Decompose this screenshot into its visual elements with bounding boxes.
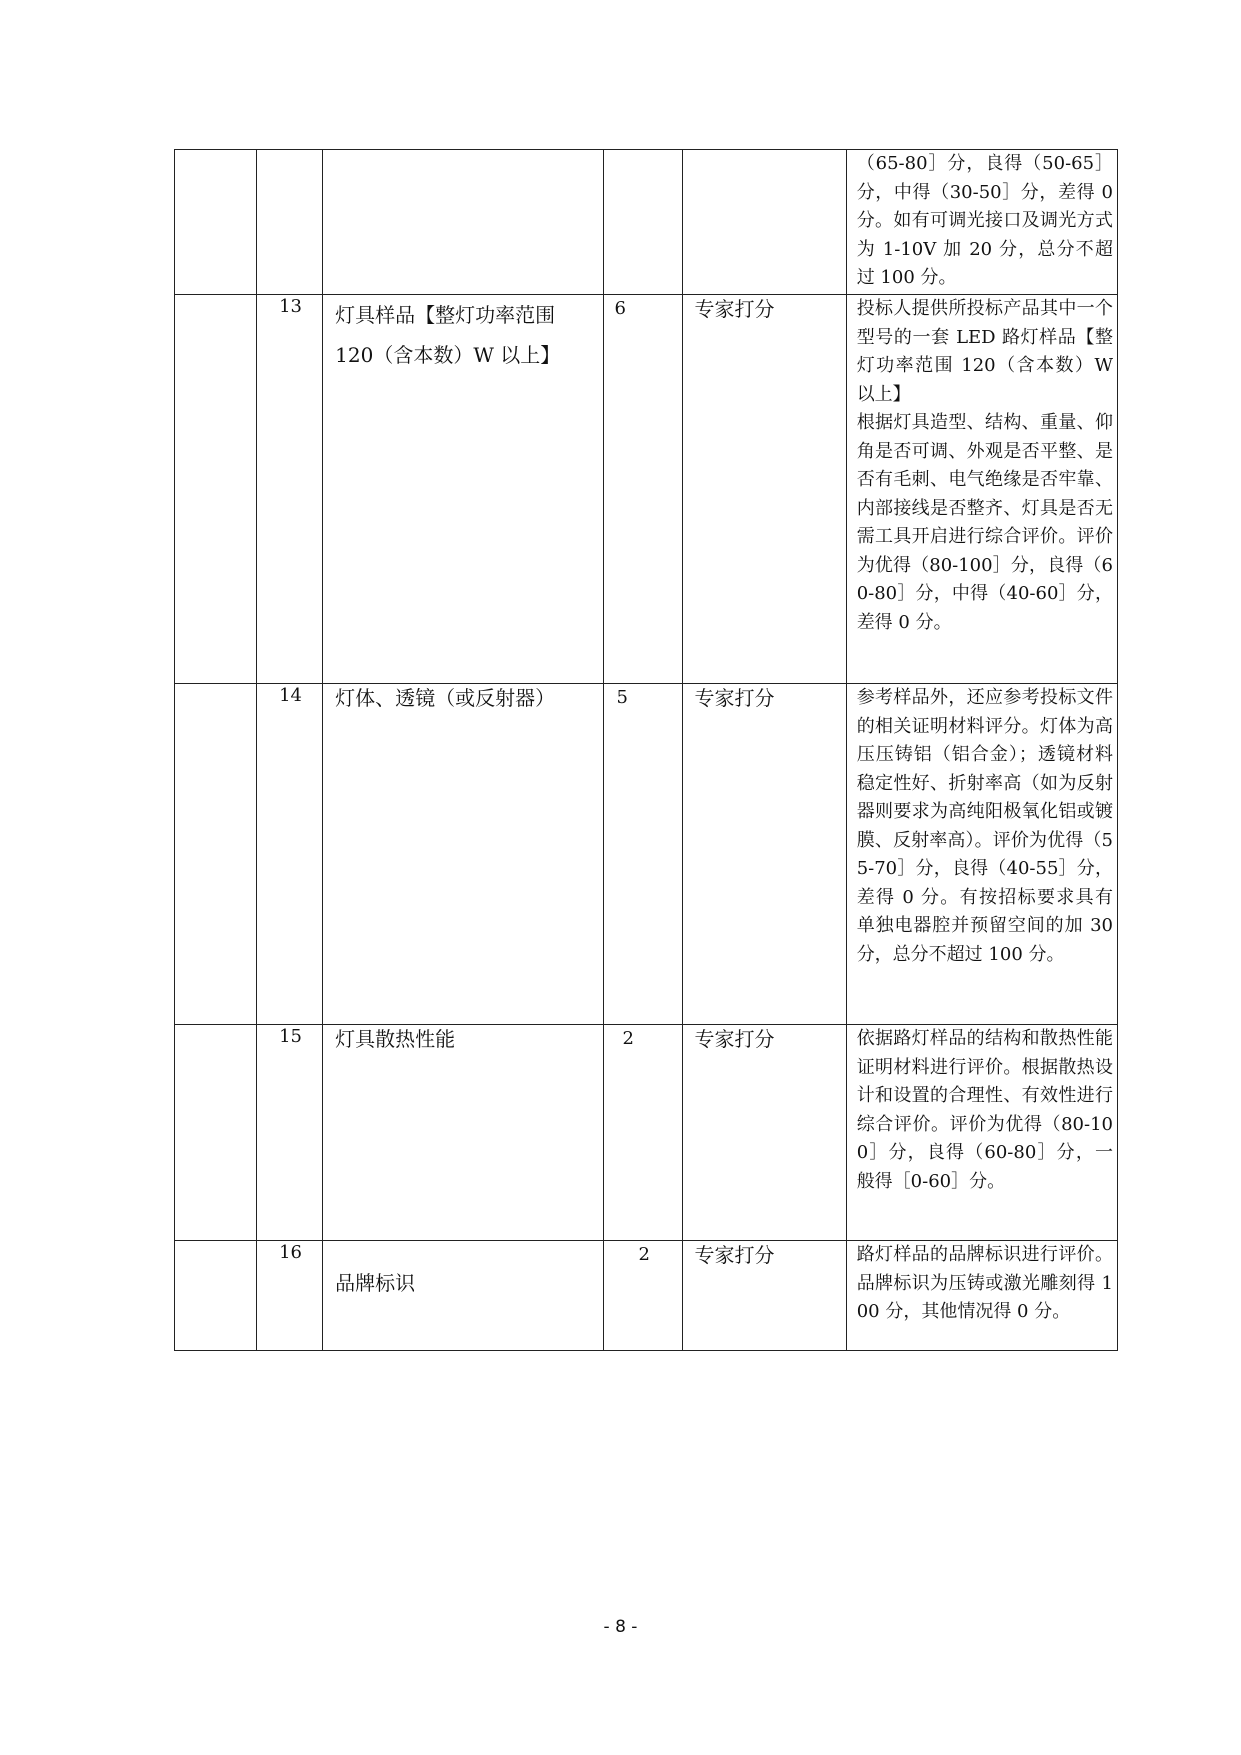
- row-number: 13: [279, 296, 302, 317]
- description-cell: [846, 150, 1117, 295]
- page-number: - 8 -: [603, 1617, 638, 1637]
- table-row: [175, 1025, 1118, 1241]
- score-cell: [604, 295, 682, 684]
- number-cell: [257, 1025, 323, 1241]
- method-text: 专家打分: [694, 297, 775, 321]
- category-cell: [175, 684, 257, 1025]
- number-cell: [257, 1241, 323, 1351]
- table-row: [175, 684, 1118, 1025]
- score-value: 5: [616, 687, 628, 708]
- category-cell: [175, 295, 257, 684]
- number-cell: [257, 295, 323, 684]
- table-row: [175, 150, 1118, 295]
- item-cell: [323, 150, 604, 295]
- criteria-description: （65-80］分，良得（50-65］分，中得（30-50］分，差得 0 分。如有可调光接口及调光方式为 1-10V 加 20 分，总分不超过 100 分。: [856, 153, 1119, 288]
- item-name: 品牌标识: [335, 1271, 416, 1295]
- item-cell: [323, 295, 604, 684]
- description-cell: [846, 1025, 1117, 1241]
- item-name: 灯具散热性能: [335, 1027, 456, 1051]
- table-row: [175, 1241, 1118, 1351]
- score-cell: [604, 1241, 682, 1351]
- item-name: 灯具样品【整灯功率范围 120（含本数）W 以上】: [335, 303, 561, 367]
- method-text: 专家打分: [694, 686, 775, 710]
- criteria-description: 依据路灯样品的结构和散热性能证明材料进行评价。根据散热设计和设置的合理性、有效性进行综合评价。评价为优得（80-100］分，良得（60-80］分，一般得［0-60］分。: [856, 1028, 1113, 1192]
- criteria-description: 参考样品外，还应参考投标文件的相关证明材料评分。灯体为高压压铸铝（铝合金）；透镜材料稳定性好、折射率高（如为反射器则要求为高纯阳极氧化铝或镀膜、反射率高）。评价为优得（55-70］分，良得（40-55］分，差得 0 分。有按招标要求具有单独电器腔并预留空间的加 30 分，总分不超过 100 分。: [856, 687, 1119, 965]
- method-cell: [682, 684, 846, 1025]
- score-value: 6: [614, 298, 626, 319]
- score-cell: [604, 150, 682, 295]
- number-cell: [257, 684, 323, 1025]
- row-number: 14: [279, 685, 302, 706]
- score-cell: [604, 1025, 682, 1241]
- criteria-description: 路灯样品的品牌标识进行评价。品牌标识为压铸或激光雕刻得 100 分，其他情况得 0 分。: [856, 1244, 1113, 1322]
- item-cell: [323, 1241, 604, 1351]
- score-value: 2: [622, 1028, 634, 1049]
- item-name: 灯体、透镜（或反射器）: [335, 686, 556, 710]
- method-text: 专家打分: [694, 1243, 775, 1267]
- description-cell: [846, 295, 1117, 684]
- category-cell: [175, 150, 257, 295]
- method-text: 专家打分: [694, 1027, 775, 1051]
- method-cell: [682, 1025, 846, 1241]
- item-cell: [323, 684, 604, 1025]
- method-cell: [682, 150, 846, 295]
- row-number: 15: [279, 1026, 302, 1047]
- criteria-description: 投标人提供所投标产品其中一个型号的一套 LED 路灯样品【整灯功率范围 120（含本数）W 以上】 根据灯具造型、结构、重量、仰角是否可调、外观是否平整、是否有毛刺、电气绝缘是否牢靠、内部接线是否整齐、灯具是否无需工具开启进行综合评价。评价为优得（80-100］分，良得（60-80］分，中得（40-60］分，差得 0 分。: [856, 298, 1113, 633]
- score-value: 2: [638, 1244, 650, 1265]
- category-cell: [175, 1241, 257, 1351]
- method-cell: [682, 1241, 846, 1351]
- number-cell: [257, 150, 323, 295]
- category-cell: [175, 1025, 257, 1241]
- table-row: [175, 295, 1118, 684]
- score-cell: [604, 684, 682, 1025]
- description-cell: [846, 1241, 1117, 1351]
- item-cell: [323, 1025, 604, 1241]
- evaluation-table: [174, 149, 1118, 1351]
- description-cell: [846, 684, 1117, 1025]
- row-number: 16: [279, 1242, 302, 1263]
- method-cell: [682, 295, 846, 684]
